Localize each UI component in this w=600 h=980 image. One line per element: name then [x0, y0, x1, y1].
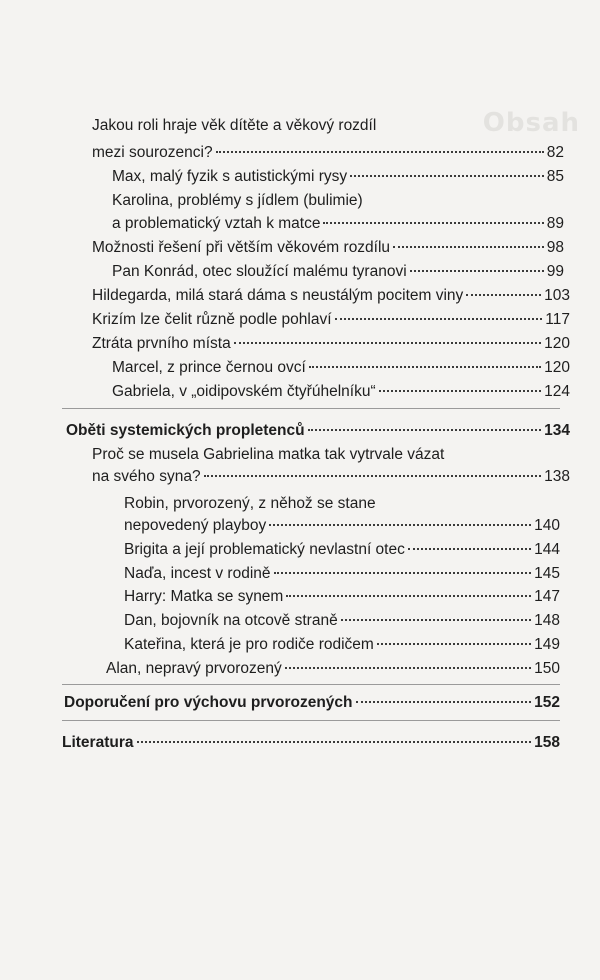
ghost-heading: Obsah	[482, 108, 580, 138]
toc-entry-page: 120	[544, 359, 570, 376]
toc-entry-title: na svého syna?	[92, 468, 201, 485]
dot-leader	[393, 246, 544, 248]
toc-entry-page: 144	[534, 541, 560, 558]
toc-section-title: Doporučení pro výchovu prvorozených	[64, 694, 353, 711]
toc-entry-page: 82	[546, 144, 564, 161]
dot-leader	[350, 175, 544, 177]
toc-entry-title: Hildegarda, milá stará dáma s neustálým pocitem viny	[92, 287, 464, 304]
dot-leader	[234, 342, 541, 344]
dot-leader	[285, 667, 531, 669]
section-divider	[62, 408, 560, 409]
toc-section-title: Oběti systemických propletenců	[66, 422, 305, 439]
toc-entry-page: 149	[534, 636, 560, 653]
toc-entry-page: 117	[545, 311, 570, 328]
toc-entry-page: 120	[544, 335, 570, 352]
dot-leader	[286, 595, 531, 597]
toc-entry-title: Marcel, z prince černou ovcí	[112, 359, 306, 376]
dot-leader	[377, 643, 531, 645]
toc-section-page: 158	[534, 734, 560, 751]
toc-entry-title: Max, malý fyzik s autistickými rysy	[112, 168, 348, 185]
toc-entry-title: Harry: Matka se synem	[124, 588, 284, 605]
toc-entry-title: Gabriela, v „oidipovském čtyřúhelníku“	[112, 383, 376, 400]
dot-leader	[216, 151, 544, 153]
toc-section-page: 134	[544, 422, 570, 439]
toc-entry-title: Ztráta prvního místa	[92, 335, 231, 352]
dot-leader	[335, 318, 543, 320]
toc-entry-page: 150	[534, 660, 560, 677]
toc-entry-page: 145	[534, 565, 560, 582]
dot-leader	[309, 366, 541, 368]
toc-entry-title: mezi sourozenci?	[92, 144, 213, 161]
toc-entry-title: nepovedený playboy	[124, 517, 267, 534]
toc-entry-title: a problematický vztah k matce	[112, 215, 321, 232]
dot-leader	[356, 701, 532, 703]
toc-entry-title: Dan, bojovník na otcově straně	[124, 612, 338, 629]
dot-leader	[274, 572, 532, 574]
toc-entry-page: 138	[544, 468, 570, 485]
toc-entry-title: Alan, nepravý prvorozený	[106, 660, 282, 677]
toc-entry-page: 124	[544, 383, 570, 400]
toc-section-page: 152	[534, 694, 560, 711]
toc-entry-page: 85	[546, 168, 564, 185]
toc-entry-title: Krizím lze čelit různě podle pohlaví	[92, 311, 332, 328]
toc-section-title: Literatura	[62, 734, 134, 751]
toc-entry-title: Pan Konrád, otec sloužící malému tyranovi	[112, 263, 407, 280]
toc-entry-title: Karolina, problémy s jídlem (bulimie)	[112, 192, 363, 209]
dot-leader	[341, 619, 531, 621]
toc-entry-page: 140	[534, 517, 560, 534]
dot-leader	[379, 390, 542, 392]
dot-leader	[410, 270, 544, 272]
toc-entry-title: Proč se musela Gabrielina matka tak vytrvale vázat	[92, 446, 445, 463]
toc-entry-title: Brigita a její problematický nevlastní otec	[124, 541, 405, 558]
dot-leader	[269, 524, 531, 526]
dot-leader	[323, 222, 543, 224]
toc-entry-title: Jakou roli hraje věk dítěte a věkový rozdíl	[92, 117, 377, 134]
dot-leader	[137, 741, 532, 743]
toc-entry-page: 147	[534, 588, 560, 605]
toc-entry-title: Naďa, incest v rodině	[124, 565, 271, 582]
section-divider	[62, 720, 560, 721]
dot-leader	[308, 429, 542, 431]
toc-entry-title: Kateřina, která je pro rodiče rodičem	[124, 636, 374, 653]
toc-entry-title: Robin, prvorozený, z něhož se stane	[124, 495, 376, 512]
section-divider	[62, 684, 560, 685]
toc-entry-page: 98	[546, 239, 564, 256]
toc-entry-page: 89	[546, 215, 564, 232]
toc-entry-page: 103	[544, 287, 570, 304]
dot-leader	[466, 294, 541, 296]
dot-leader	[408, 548, 531, 550]
toc-entry-title: Možnosti řešení při větším věkovém rozdílu	[92, 239, 391, 256]
toc-entry-page: 99	[546, 263, 564, 280]
toc-entry-page: 148	[534, 612, 560, 629]
dot-leader	[204, 475, 542, 477]
